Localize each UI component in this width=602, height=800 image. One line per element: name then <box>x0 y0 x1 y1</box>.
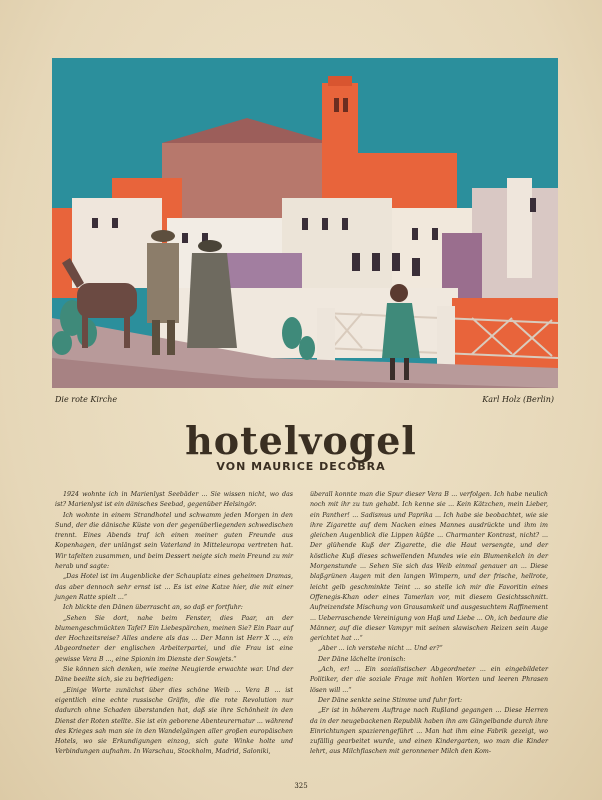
paragraph: Der Däne senkte seine Stimme und fuhr fort: <box>318 696 463 704</box>
paragraph: 1924 wohnte ich in Marienlyst Seebäder ... Sie wissen nicht, wo das ist? Marienlyst ist ein dänisches Seebad, gegenüber Helsingör. <box>55 491 293 509</box>
church-tower <box>322 83 358 203</box>
text-column-right <box>310 490 548 758</box>
paragraph: „Er ist in höherem Auftrage nach Rußland gegangen ... Diese Herren da in der neugebackenen Republik haben ihn am Gängelbande durch ihre Einrichtungen spazierengeführt ... Man hat ihm eine Fabrik gezeigt, wo zufällig gearbeitet wurde, und einen Kindergarten, wo man die Kinder lehrt, aus Milchflaschen mit geronnener Milch den Kom- <box>310 707 548 756</box>
article-title: hotelvogel <box>185 418 417 463</box>
paragraph: überall konnte man die Spur dieser Vera B ... verfolgen. Ich habe neulich noch mit ihr zu tun gehabt. Ich kenne sie ... Kein Kätzchen, mein Lieber, ein Panther! ... Sadismus und Paprika ... Ich habe sie beobachtet, wie sie ihre Zigarette auf dem Nacken eines Mannes ausdrückte und ihm im gleichen Augenblick die Lippen küßte ... Charmanter Kontrast, nicht? ... Der glühende Kuß der Zigarette, die die Haut versengte, und der köstliche Kuß dieses schwellenden Mundes wie ein Blumenkelch in der Morgenstunde ... Sehen Sie sich das Weib einmal genauer an ... Diese blaßgrünen Augen mit den langen Wimpern, und der frische, hellrote, leicht gelb geschminkte Teint ... so stelle ich mir die Favoritin eines Offenegis-Khan oder eines Tamerlan vor, mit diesem Gesichtsschnitt. Aufreizendste Mischung von Grausamkeit und ausgesuchtem Raffinement ... Ueberraschende Vereinigung von Haß und Liebe ... Oh, ich bedaure die Männer, auf die dieser Vampyr mit seinen slawischen Reizen sein Auge gerichtet hat ...“ <box>310 491 548 643</box>
pillar <box>317 308 335 363</box>
illustration-credit: Karl Holz (Berlin) <box>482 395 554 404</box>
article-byline: VON MAURICE DECOBRA <box>216 460 386 473</box>
paragraph: „Aber ... ich verstehe nicht ... Und er?“ <box>318 645 443 653</box>
paragraph: Ich wohnte in einem Strandhotel und schwamm jeden Morgen in den Sund, der die dänische Küste von der gegenüberliegenden schwedischen trennt. Eines Abends traf ich einen meiner guten Freunde aus Kopenhagen, der unlängst sein Vaterland in Mitteleuropa vertreten hat. Wir tafelten zusammen, und beim Dessert neigte sich mein Freund zu mir herab und sagte: <box>55 511 293 571</box>
paragraph: Ich blickte den Dänen überrascht an, so daß er fortfuhr: <box>63 604 243 612</box>
page-number: 325 <box>294 782 308 790</box>
illustration-caption: Die rote Kirche <box>55 395 118 404</box>
paragraph: „Einige Worte zunächst über dies schöne Weib ... Vera B ... ist eigentlich eine echte russische Gräfin, die die rote Revolution nur dadurch ohne Schaden überstanden hat, daß sie ihre Schönheit in den Dienst der Roten stellte. Sie ist ein geborene Abenteurernatur ... während des Krieges sah man sie in den Wandelgängen aller großen europäischen Hotels, wo sie Erkundigungen einzog, sich gute Winke holte und Verbindungen aufnahm. In Warschau, Stockholm, Madrid, Saloniki, <box>55 686 293 756</box>
paragraph: Der Däne lächelte ironisch: <box>318 655 406 663</box>
text-column-left <box>55 490 293 758</box>
paragraph: „Sehen Sie dort, nahe beim Fenster, dies Paar, an der blumengeschmückten Tafel? Ein Liebespärchen, meinen Sie? Ein Paar auf der Hochzeitsreise? Alles andere als das ... Der Mann ist Herr X ..., ein Abgeordneter der englischen Arbeiterpartei, und die Frau ist eine gewisse Vera B ..., eine Spionin im Dienste der Sowjets.“ <box>55 614 293 663</box>
illustration-red-church <box>52 58 558 388</box>
paragraph: „Ach, er! ... Ein sozialistischer Abgeordneter ... ein eingebildeter Politiker, der die soziale Frage mit hohlen Worten und leeren Phrasen lösen will ...“ <box>310 666 548 694</box>
paragraph: Sie können sich denken, wie meine Neugierde erwachte war. Und der Däne beeilte sich, sie zu befriedigen: <box>55 666 293 684</box>
paragraph: „Das Hotel ist im Augenblicke der Schauplatz eines geheimen Dramas, das aber dennoch sehr ernst ist ... Es ist eine Katze hier, die mit einer jungen Ratte spielt ...“ <box>55 573 293 601</box>
tower-top <box>328 76 352 86</box>
